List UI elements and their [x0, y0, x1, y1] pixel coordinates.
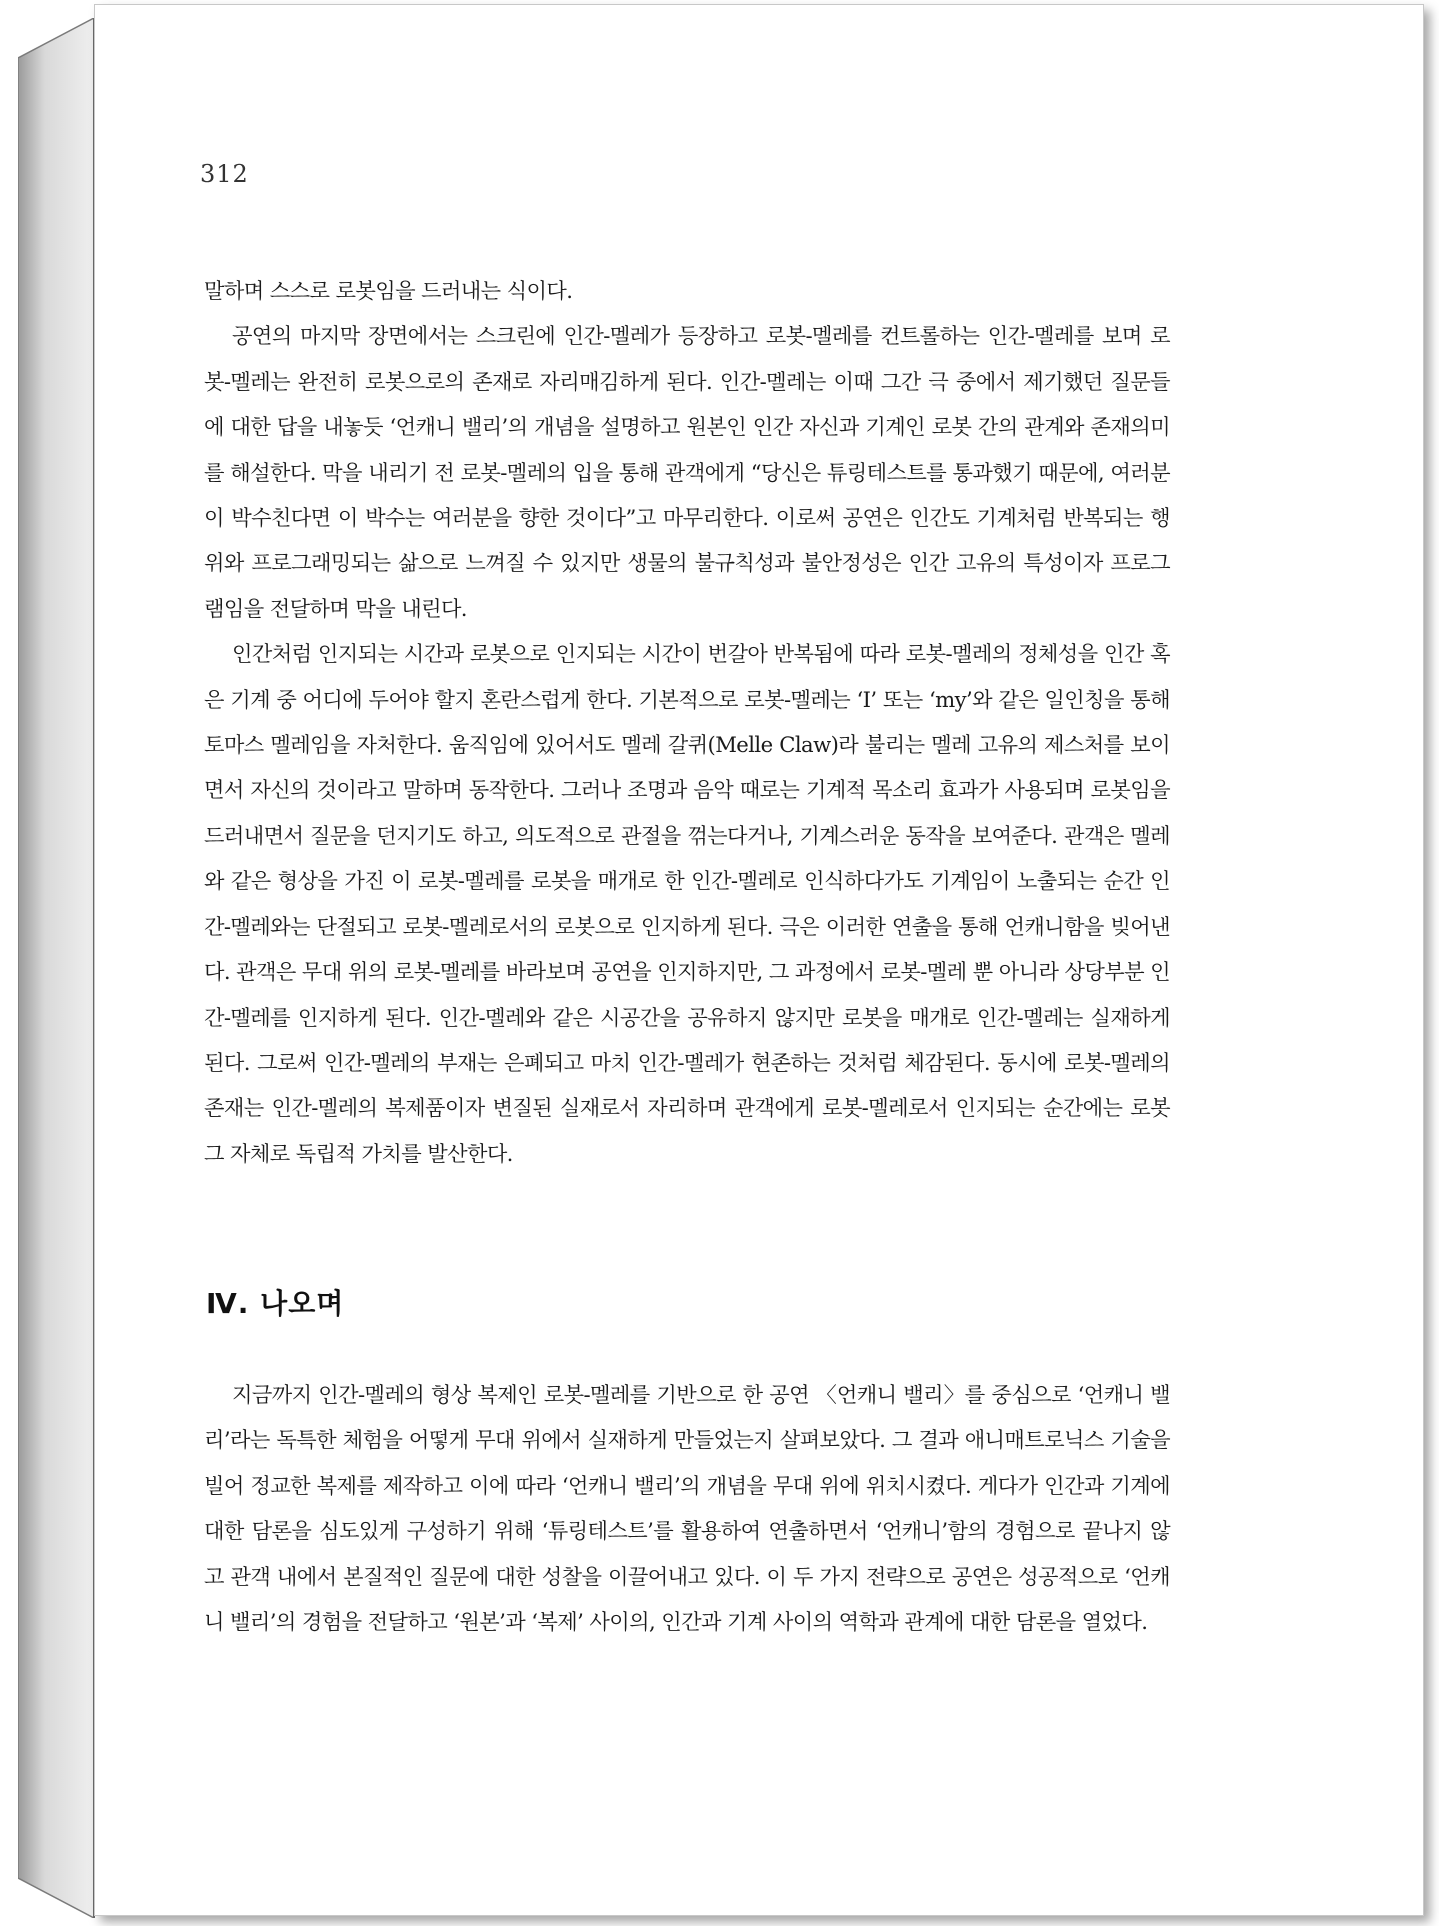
paragraph: 말하며 스스로 로봇임을 드러내는 식이다.	[204, 278, 573, 303]
paragraph: 공연의 마지막 장면에서는 스크린에 인간-멜레가 등장하고 로봇-멜레를 컨트롤하는 인간-멜레를 보며 로봇-멜레는 완전히 로봇으로의 존재로 자리매김하게 된다. 인간-멜레는 이때 그간 극 중에서 제기했던 질문들에 대한 답을 내놓듯 ‘언캐니 밸리’의 개념을 설명하고 원본인 인간 자신과 기계인 로봇 간의 관계와 존재의미를 해설한다. 막을 내리기 전 로봇-멜레의 입을 통해 관객에게 “당신은 튜링테스트를 통과했기 때문에, 여러분이 박수친다면 이 박수는 여러분을 향한 것이다”고 마무리한다. 이로써 공연은 인간도 기계처럼 반복되는 행위와 프로그래밍되는 삶으로 느껴질 수 있지만 생물의 불규칙성과 불안정성은 인간 고유의 특성이자 프로그램임을 전달하며 막을 내린다.	[204, 323, 1170, 621]
paragraph: 인간처럼 인지되는 시간과 로봇으로 인지되는 시간이 번갈아 반복됨에 따라 로봇-멜레의 정체성을 인간 혹은 기계 중 어디에 두어야 할지 혼란스럽게 한다. 기본적으로 로봇-멜레는 ‘I’ 또는 ‘my’와 같은 일인칭을 통해 토마스 멜레임을 자처한다. 움직임에 있어서도 멜레 갈퀴(Melle Claw)라 불리는 멜레 고유의 제스처를 보이면서 자신의 것이라고 말하며 동작한다. 그러나 조명과 음악 때로는 기계적 목소리 효과가 사용되며 로봇임을 드러내면서 질문을 던지기도 하고, 의도적으로 관절을 꺾는다거나, 기계스러운 동작을 보여준다. 관객은 멜레와 같은 형상을 가진 이 로봇-멜레를 로봇을 매개로 한 인간-멜레로 인식하다가도 기계임이 노출되는 순간 인간-멜레와는 단절되고 로봇-멜레로서의 로봇으로 인지하게 된다. 극은 이러한 연출을 통해 언캐니함을 빚어낸다. 관객은 무대 위의 로봇-멜레를 바라보며 공연을 인지하지만, 그 과정에서 로봇-멜레 뿐 아니라 상당부분 인간-멜레를 인지하게 된다. 인간-멜레와 같은 시공간을 공유하지 않지만 로봇을 매개로 인간-멜레는 실재하게 된다. 그로써 인간-멜레의 부재는 은폐되고 마치 인간-멜레가 현존하는 것처럼 체감된다. 동시에 로봇-멜레의 존재는 인간-멜레의 복제품이자 변질된 실재로서 자리하며 관객에게 로봇-멜레로서 인지되는 순간에는 로봇 그 자체로 독립적 가치를 발산한다.	[204, 641, 1170, 1166]
paragraph: 지금까지 인간-멜레의 형상 복제인 로봇-멜레를 기반으로 한 공연 〈언캐니 밸리〉를 중심으로 ‘언캐니 밸리’라는 독특한 체험을 어떻게 무대 위에서 실재하게 만들었는지 살펴보았다. 그 결과 애니매트로닉스 기술을 빌어 정교한 복제를 제작하고 이에 따라 ‘언캐니 밸리’의 개념을 무대 위에 위치시켰다. 게다가 인간과 기계에 대한 담론을 심도있게 구성하기 위해 ‘튜링테스트’를 활용하여 연출하면서 ‘언캐니’함의 경험으로 끝나지 않고 관객 내에서 본질적인 질문에 대한 성찰을 이끌어내고 있다. 이 두 가지 전략으로 공연은 성공적으로 ‘언캐니 밸리’의 경험을 전달하고 ‘원본’과 ‘복제’ 사이의, 인간과 기계 사이의 역학과 관계에 대한 담론을 열었다.	[204, 1382, 1170, 1635]
conclusion-text-block	[204, 1372, 1170, 1644]
body-text-block	[204, 268, 1170, 1176]
book-spine-graphic	[18, 18, 96, 1918]
section-heading: Ⅳ. 나오며	[206, 1287, 345, 1320]
page-number: 312	[200, 160, 249, 188]
